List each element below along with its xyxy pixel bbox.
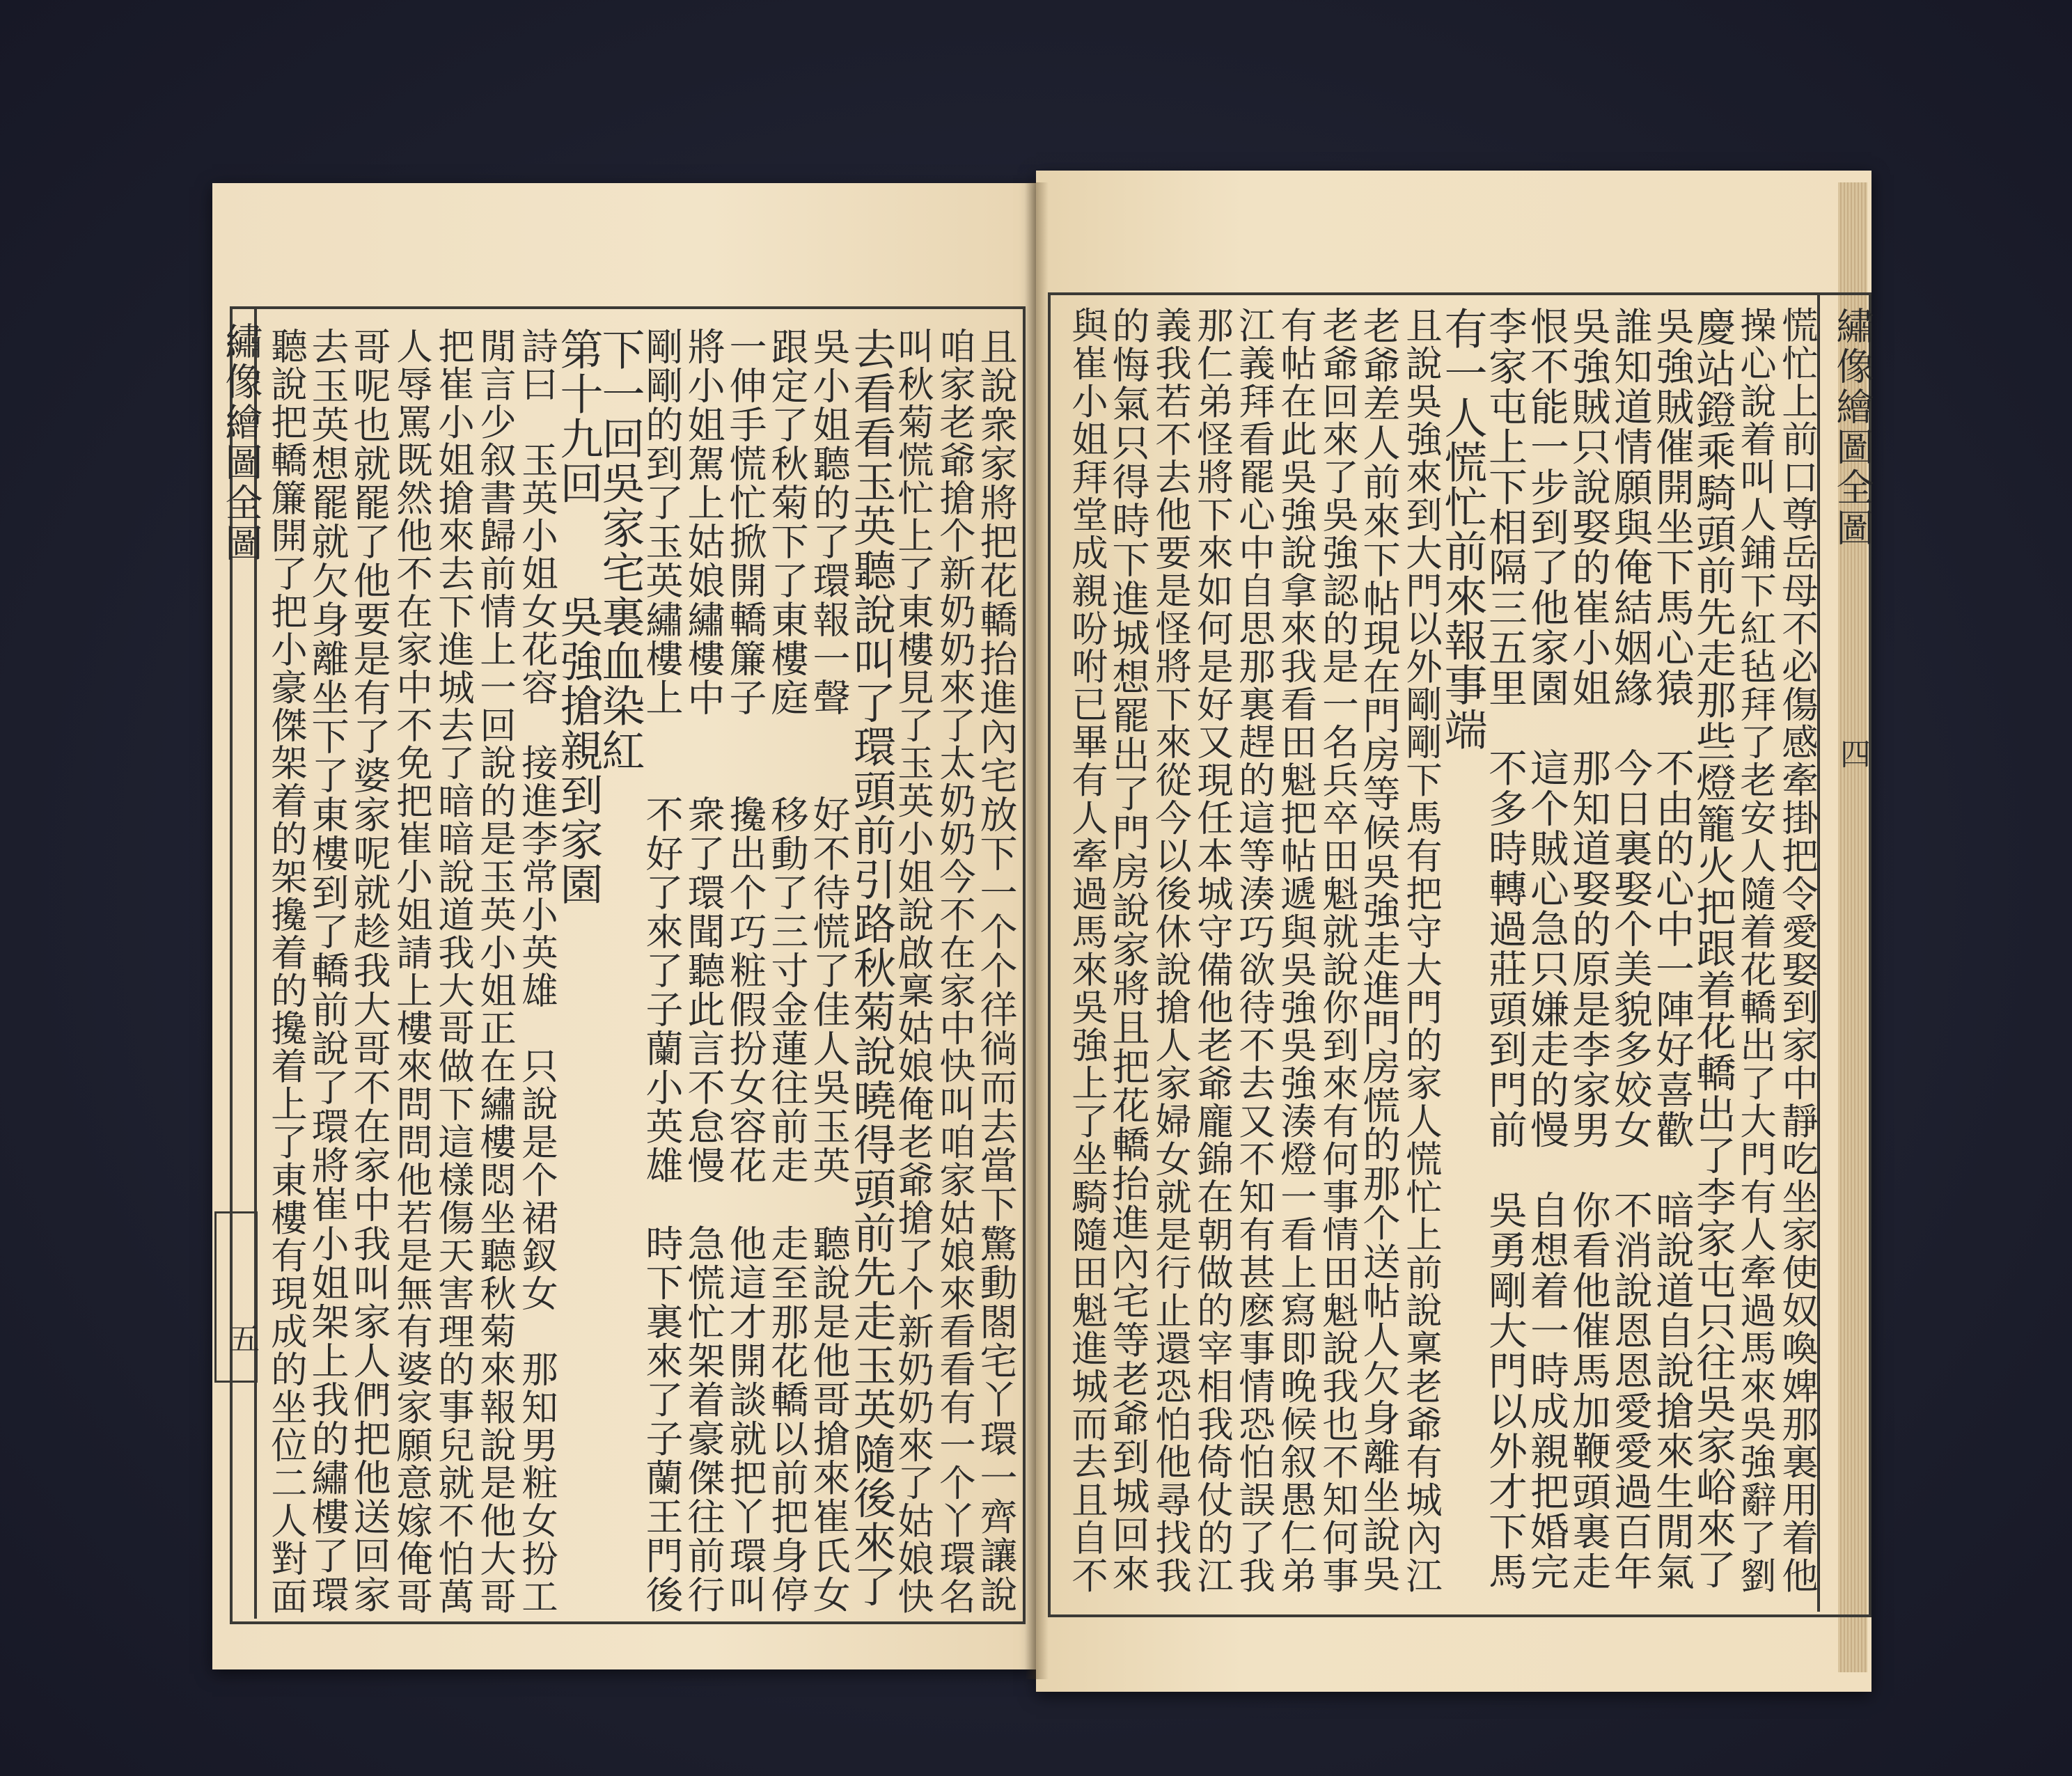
left-column-13: 閒言少叙書歸前情上一回說的是玉英小姐正在繡樓悶坐聽秋菊來報說是他大哥 (473, 327, 516, 1616)
right-column-10: 且說吳強來到大門以外剛剛下馬有把守大門的家人慌忙上前說稟老爺有城內江 (1399, 306, 1442, 1595)
left-poem-line: 詩曰 玉英小姐女花容 接進李常小英雄 只說是个裙釵女 那知男粧女扮工 (515, 327, 558, 1616)
right-column-11: 老爺差人前來下帖現在門房等候吳強走進門房慌的那个送帖人欠身離坐說吳 (1357, 306, 1401, 1594)
left-column-4: 去看看玉英聽說叫了環頭前引路秋菊說曉得頭前先走玉英隨後來了 (846, 327, 895, 1609)
left-column-9: 剛剛的到了玉英繡樓上 不好了來了子蘭小英雄 時下裏來了子蘭王門後 (640, 327, 684, 1614)
left-column-1: 且說衆家將把花轎抬進內宅放下一个个徉徜而去當下驚動閤宅丫環一齊讓說 (974, 327, 1018, 1614)
left-column-8: 將小姐駕上姑娘繡樓中 衆了環聞聽此言不怠慢 急慌忙架着豪傑往前行 (682, 327, 725, 1614)
right-column-17: 的悔氣只得時下進城想罷出了門房說家將且把花轎抬進內宅等老爺到城回來 (1106, 306, 1150, 1594)
left-chapter-heading: 第十九回 吳強搶親到家園 (553, 327, 604, 906)
left-column-17: 去玉英想罷就欠身離坐下了東樓到了轎前說了環將崔小姐架上我的繡樓了環 (306, 327, 350, 1614)
right-column-16: 義我若不去他要是怪將下來從今以後休說搶人家婦女就是行止還恐怕他尋找我 (1149, 306, 1191, 1595)
right-column-7: 恨不能一步到了他家園 這个賊心急只嫌走的慢 自想着一時成親把婚完 (1523, 306, 1569, 1592)
left-column-5: 吳小姐聽的了環報一聲 好不待慌了佳人吳玉英 聽說是他哥搶來崔氏女 (807, 327, 851, 1614)
right-column-14: 江義拜看罷心中自思那裏趕的這等湊巧欲待不去又不知有甚麽事情恐怕誤了我 (1232, 306, 1275, 1595)
right-column-4: 吳強賊催開坐下馬心猿 不由的心中一陣好喜歡 暗說道自說搶來生閒氣 (1649, 306, 1694, 1592)
left-column-3: 叫秋菊慌忙上了東樓見了玉英小姐說啟稟姑娘俺老爺搶了个新奶奶來了姑娘快 (891, 327, 934, 1616)
right-column-5: 誰知道情願與俺結姻緣 今日裏娶个美貌多姣女 不消說恩恩愛愛過百年 (1607, 306, 1652, 1592)
right-column-12: 老爺回來了吳強認的是一名兵卒田魁就說你到來有何事情田魁說我也不知何事 (1316, 306, 1358, 1595)
left-column-14: 把崔小姐搶來去下進城去了暗暗說道我大哥做下這樣傷天害理的事兒就不怕萬 (432, 327, 474, 1616)
right-column-1: 慌忙上前口尊岳母不必傷感牽掛把令愛娶到家中靜吃坐家使奴喚婢那裏用着他 (1775, 306, 1818, 1595)
right-folio: 四 (1835, 738, 1870, 771)
right-column-2: 操心說着叫人鋪下紅毡拜了老安人隨着花轎出了大門有人牽過馬來吳強辭了劉 (1734, 306, 1776, 1595)
right-column-3: 慶站鐙乘騎頭前先走那些燈籠火把跟着花轎出了李家屯只往吳家峪來了 (1690, 306, 1736, 1591)
left-column-6: 跟定了秋菊下了東樓庭 移動了三寸金蓮往前走 走至那花轎以前把身停 (765, 327, 809, 1614)
left-folio-box (214, 1211, 258, 1383)
left-running-title: 繡像繪圖全圖 (219, 322, 263, 564)
book-gutter (1025, 182, 1049, 1679)
right-column-9: 有一人慌忙前來報事端 (1437, 306, 1488, 752)
right-column-6: 吳強賊只說娶的崔小姐 那知道娶的原是李家男 你看他催馬加鞭頭裏走 (1565, 306, 1610, 1592)
left-folio: 五 (223, 1323, 259, 1356)
left-column-15: 人辱罵既然他不在家中不免把崔小姐請上樓來問問他若是無有婆家願意嫁俺哥 (390, 327, 432, 1616)
right-running-title: 繡像繪圖全圖 (1830, 306, 1874, 549)
left-column-10: 下一回吳家宅裏血染紅 (595, 327, 645, 773)
right-column-13: 有帖在此吳強說拿來我看田魁把帖遞與吳強吳強湊燈一看上寫即晚候叙愚仁弟 (1274, 306, 1317, 1595)
right-folio-area (1824, 376, 1863, 432)
right-column-8: 李家屯上下相隔三五里 不多時轉過莊頭到門前 吳勇剛大門以外才下馬 (1482, 306, 1527, 1592)
left-column-16: 哥呢也就罷了他要是有了婆家呢就趁我大哥不在家中我叫家人們把他送回家 (347, 327, 391, 1614)
left-column-7: 一伸手慌忙掀開轎簾子 攙出个巧粧假扮女容花 他這才開談就把丫環叫 (723, 327, 767, 1614)
left-column-18: 聽說把轎簾開了把小豪傑架着的架攙着的攙着上了東樓有現成的坐位二人對面 (265, 327, 307, 1616)
right-column-15: 那仁弟怪將下來如何是好又現任本城守備他老爺龐錦在朝做的宰相我倚仗的江 (1191, 306, 1233, 1595)
left-column-2: 咱家老爺搶个新奶奶來了太奶奶今不在家中快叫咱家姑娘來看看有一个丫環名 (933, 327, 975, 1616)
right-column-18: 與崔小姐拜堂成親吩咐已畢有人牽過馬來吳強上了坐騎隨田魁進城而去且自不 (1065, 306, 1108, 1595)
